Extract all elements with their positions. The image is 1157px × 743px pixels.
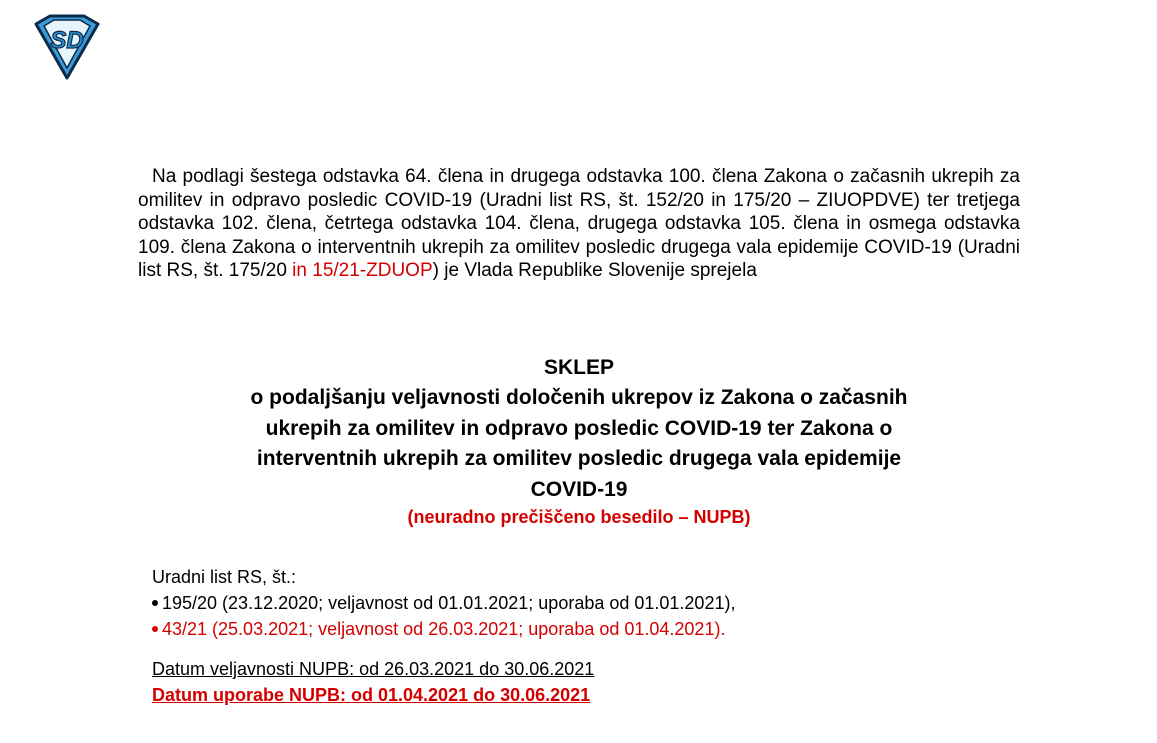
nupb-note: (neuradno prečiščeno besedilo – NUPB) xyxy=(407,507,751,527)
source-item xyxy=(152,616,1012,642)
bullet-icon xyxy=(152,600,158,606)
subtitle-line-2: ukrepih za omilitev in odpravo posledic COVID-19 ter Zakona o xyxy=(265,416,893,440)
preamble-amendment: in 15/21-ZDUOP xyxy=(286,260,433,281)
bullet-icon xyxy=(152,626,158,632)
source-item-text: 43/21 (25.03.2021; veljavnost od 26.03.2021; uporaba od 01.04.2021). xyxy=(162,619,726,639)
document-title: SKLEP xyxy=(543,356,614,379)
official-gazette-sources xyxy=(152,564,1012,642)
subtitle-line-4: COVID-19 xyxy=(530,477,628,501)
source-item xyxy=(152,590,1012,616)
sources-label: Uradni list RS, št.: xyxy=(152,567,297,587)
preamble-ending: ) je Vlada Republike Slovenije sprejela xyxy=(432,260,757,281)
document-heading xyxy=(138,352,1020,529)
application-date: Datum uporabe NUPB: od 01.04.2021 do 30.06.2021 xyxy=(152,685,591,705)
nupb-dates xyxy=(152,656,594,708)
subtitle-line-1: o podaljšanju veljavnosti določenih ukrepov iz Zakona o začasnih xyxy=(250,386,908,409)
sd-logo xyxy=(30,14,104,80)
preamble-paragraph xyxy=(138,165,1020,283)
source-item-text: 195/20 (23.12.2020; veljavnost od 01.01.2021; uporaba od 01.01.2021), xyxy=(162,593,736,613)
validity-date: Datum veljavnosti NUPB: od 26.03.2021 do 30.06.2021 xyxy=(152,659,595,679)
logo-initials: SD xyxy=(50,27,84,54)
subtitle-line-3: interventnih ukrepih za omilitev posledic drugega vala epidemije xyxy=(256,447,902,470)
preamble-text: Na podlagi šestega odstavka 64. člena in drugega odstavka 100. člena Zakona o začasnih ukrepih za omilitev in odpravo posledic COVID-19 (Uradni list RS, št. 152/20 in 175/20 – ZIUOPDVE) ter tretjega odstavka 102. člena, četrtega odstavka 104. člena, drugega odstavka 105. člena in osmega odstavka 109. člena Zakona o interventnih ukrepih za omilitev posledic drugega vala epidemije COVID-19 (Uradni list RS, št. 175/20 xyxy=(138,166,1020,281)
